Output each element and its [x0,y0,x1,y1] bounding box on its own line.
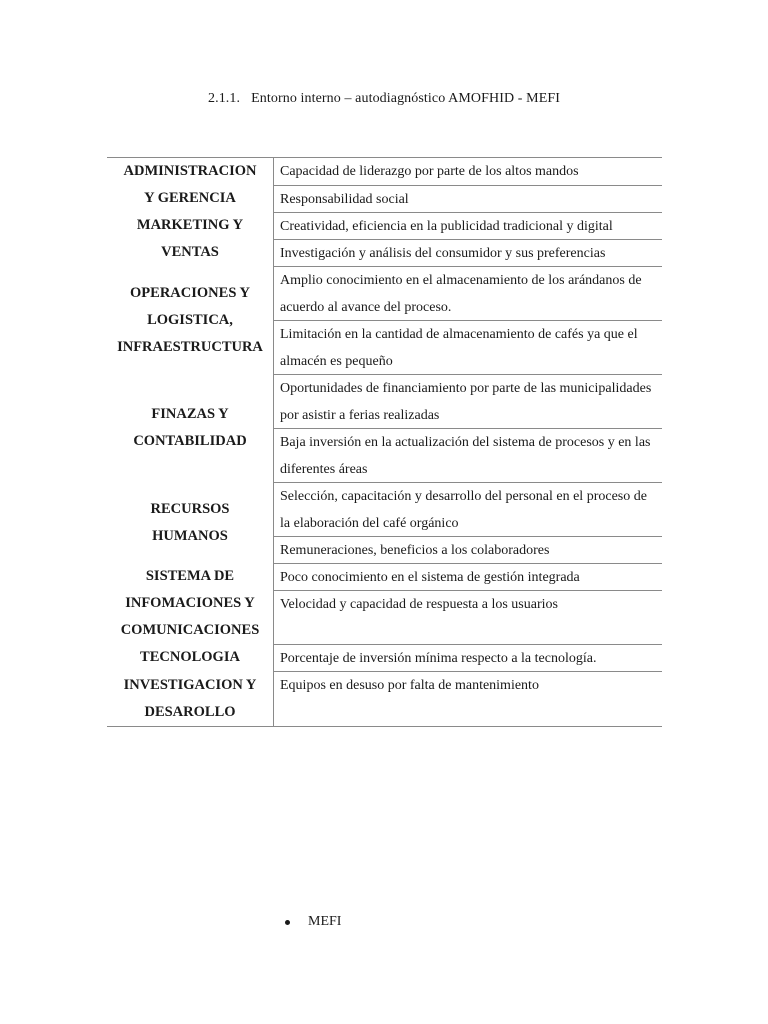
items-tecnologia [273,644,662,671]
table-row: Velocidad y capacidad de respuesta a los usuarios [273,590,662,644]
table-row: Equipos en desuso por falta de mantenimiento [273,671,662,726]
section-title: Entorno interno – autodiagnóstico AMOFHID - MEFI [251,91,560,106]
items-operaciones [273,266,662,374]
category-line: FINAZAS Y [151,406,229,422]
items-sistema-informaciones [273,563,662,644]
category-line: HUMANOS [152,527,228,544]
category-line: Y GERENCIA [144,190,236,206]
category-administracion [107,158,273,212]
category-line: RECURSOS [150,500,230,517]
table-row: Selección, capacitación y desarrollo del personal en el proceso de la elaboración del café orgánico [273,482,662,536]
bullet-text: MEFI [308,914,342,929]
table-row: Porcentaje de inversión mínima respecto a la tecnología. [273,644,662,671]
section-number: 2.1.1. [208,91,241,106]
table-row: Amplio conocimiento en el almacenamiento de los arándanos de acuerdo al avance del proceso. [273,266,662,320]
items-finanzas [273,374,662,482]
bullet-list-item [285,914,341,930]
category-line: TECNOLOGIA [140,649,240,665]
items-investigacion [273,671,662,726]
category-tecnologia [107,644,273,671]
category-line: ADMINISTRACION [123,163,257,179]
category-line: INVESTIGACION Y [123,676,257,693]
category-line: LOGISTICA, [147,311,233,328]
section-heading [0,91,768,107]
category-line: CONTABILIDAD [133,433,247,449]
category-line: INFRAESTRUCTURA [117,338,263,355]
category-sistema-informaciones [107,563,273,644]
bullet-icon [285,920,290,925]
category-operaciones [107,266,273,374]
category-marketing [107,212,273,266]
table-row: Remuneraciones, beneficios a los colaboradores [273,536,662,563]
category-line: MARKETING Y [136,217,244,233]
items-recursos-humanos [273,482,662,563]
table-row: Responsabilidad social [273,185,662,212]
items-administracion [273,158,662,212]
category-recursos-humanos [107,482,273,563]
category-investigacion [107,671,273,726]
category-line: DESAROLLO [144,703,236,720]
table-row: Baja inversión en la actualización del sistema de procesos y en las diferentes áreas [273,428,662,482]
table-row: Poco conocimiento en el sistema de gestión integrada [273,563,662,590]
table-row: Capacidad de liderazgo por parte de los altos mandos [273,158,662,185]
category-line: COMUNICACIONES [120,622,260,638]
items-marketing [273,212,662,266]
category-line: INFOMACIONES Y [125,595,255,611]
diagnosis-table [107,157,662,727]
category-line: OPERACIONES Y [130,284,250,301]
category-line: VENTAS [161,244,219,260]
category-finanzas [107,374,273,482]
table-row: Oportunidades de financiamiento por parte de las municipalidades por asistir a ferias realizadas [273,374,662,428]
category-line: SISTEMA DE [145,568,235,584]
table-row: Limitación en la cantidad de almacenamiento de cafés ya que el almacén es pequeño [273,320,662,374]
table-row: Creatividad, eficiencia en la publicidad tradicional y digital [273,212,662,239]
table-row: Investigación y análisis del consumidor y sus preferencias [273,239,662,266]
